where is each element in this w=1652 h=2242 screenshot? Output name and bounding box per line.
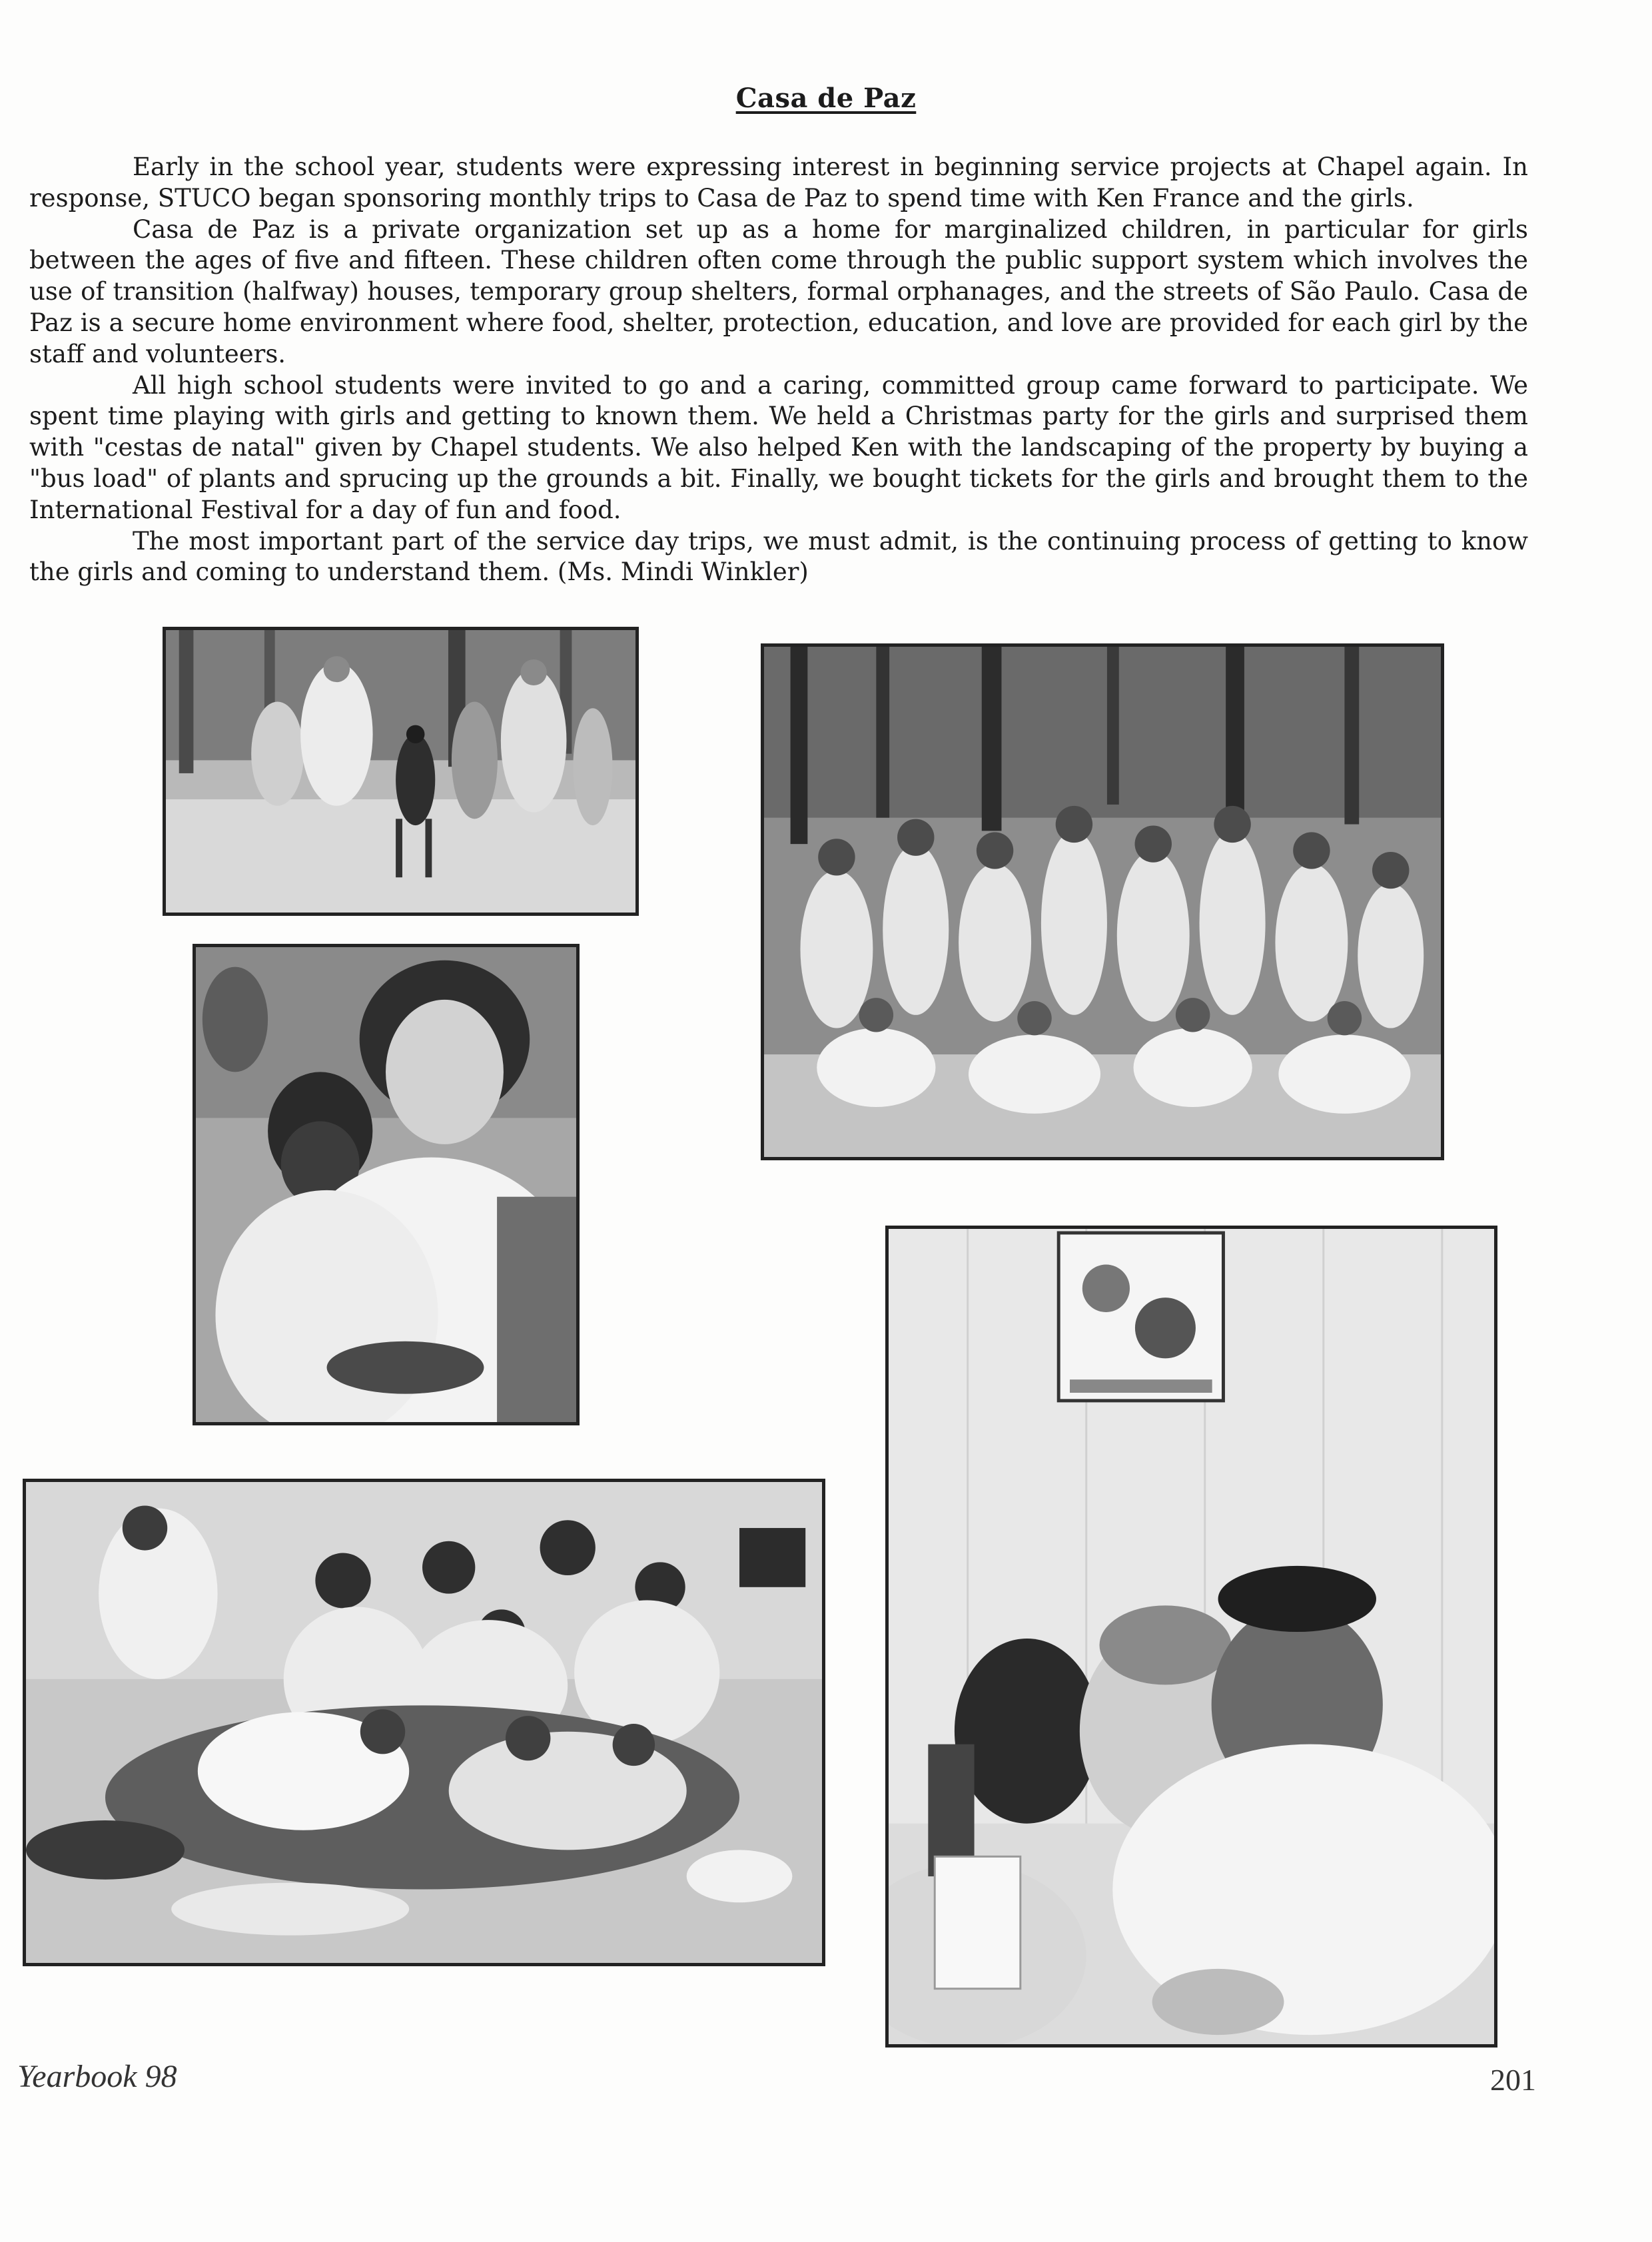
article-body [29,152,1528,588]
volunteer-hugging-girl-photo [193,944,580,1425]
article-paragraph-4: The most important part of the service day trips, we must admit, is the continuing process of getting to know the girls and coming to understand them. (Ms. Mindi Winkler) [29,526,1528,587]
group-photo-in-woods [761,643,1444,1160]
children-circle-game-outdoors-photo [163,627,639,916]
photo-4-image [889,1229,1494,2044]
article-paragraph-1: Early in the school year, students were expressing interest in beginning service projects at Chapel again. In response, STUCO began sponsoring monthly trips to Casa de Paz to spend time with Ken France and the girls. [29,153,1528,212]
photo-5-image [26,1482,822,1963]
photo-2-image [764,647,1441,1157]
photo-3-image [196,947,576,1422]
publication-name: Yearbook 98 [17,2059,177,2094]
thumbs-up-indoor-photo [885,1226,1497,2048]
girls-piled-on-floor-photo [23,1479,825,1966]
article-paragraph-2: Casa de Paz is a private organization set up as a home for marginalized children, in particular for girls between the ages of five and fifteen. These children often come through the public support system which involves the use of transition (halfway) houses, temporary group shelters, formal orphanages, and the streets of São Paulo. Casa de Paz is a secure home environment where food, shelter, protection, education, and love are provided for each girl by the staff and volunteers. [29,214,1528,368]
photo-1-image [166,630,635,913]
article-paragraph-3: All high school students were invited to go and a caring, committed group came forward to participate. We spent time playing with girls and getting to known them. We held a Christmas party for the girls and surprised them with "cestas de natal" given by Chapel students. We also helped Ken with the landscaping of the property by buying a "bus load" of plants and sprucing up the grounds a bit. Finally, we bought tickets for the girls and brought them to the International Festival for a day of fun and food. [29,370,1528,524]
article-title: Casa de Paz [735,83,917,114]
page-number: 201 [1490,2063,1536,2097]
